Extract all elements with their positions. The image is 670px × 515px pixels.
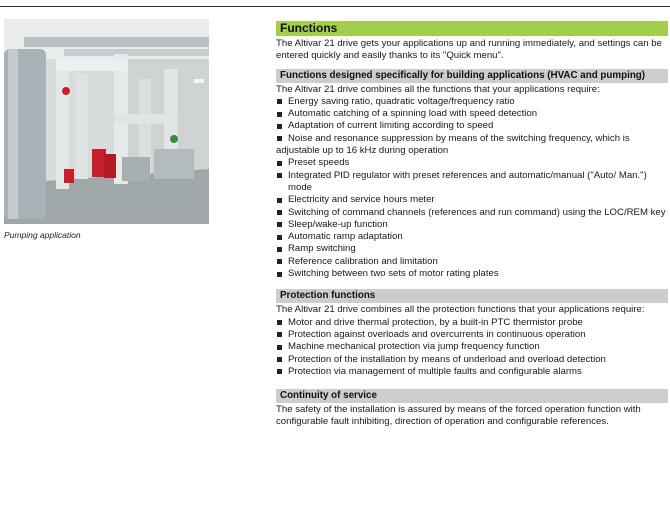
- continuity-section-title: Continuity of service: [276, 389, 668, 403]
- list-item: Protection via management of multiple faults and configurable alarms: [276, 366, 668, 378]
- list-item: Preset speeds: [276, 157, 668, 169]
- functions-intro: The Altivar 21 drive gets your applications up and running immediately, and settings can be entered quickly and easily thanks to its "Quick menu".: [276, 38, 662, 62]
- pumping-application-photo: [4, 19, 209, 224]
- protection-section-title: Protection functions: [276, 289, 668, 303]
- protection-function-list: [276, 317, 668, 378]
- building-intro: The Altivar 21 drive combines all the functions that your applications require:: [276, 83, 600, 95]
- continuity-text: The safety of the installation is assured by means of the forced operation function with configurable fault inhibiting, direction of operation and configurable references.: [276, 404, 641, 428]
- list-item: Noise and resonance suppression by means of the switching frequency, which is adjustable up to 16 kHz during operation: [276, 133, 668, 158]
- building-function-list: [276, 96, 668, 280]
- list-item: Electricity and service hours meter: [276, 194, 668, 206]
- content-column: [276, 21, 668, 429]
- protection-intro: The Altivar 21 drive combines all the protection functions that your applications require:: [276, 304, 645, 316]
- pump-room-illustration: [4, 19, 209, 224]
- list-item: Protection of the installation by means of underload and overload detection: [276, 354, 668, 366]
- list-item: Ramp switching: [276, 243, 668, 255]
- list-item: Integrated PID regulator with preset references and automatic/manual ("Auto/ Man.") mode: [276, 170, 668, 195]
- list-item: Machine mechanical protection via jump frequency function: [276, 341, 668, 353]
- list-item: Adaptation of current limiting according to speed: [276, 120, 668, 132]
- list-item: Protection against overloads and overcurrents in continuous operation: [276, 329, 668, 341]
- building-section-title: Functions designed specifically for building applications (HVAC and pumping): [276, 69, 668, 83]
- list-item: Switching of command channels (references and run command) using the LOC/REM key: [276, 207, 668, 219]
- list-item: Reference calibration and limitation: [276, 256, 668, 268]
- list-item: Automatic ramp adaptation: [276, 231, 668, 243]
- functions-title: Functions: [276, 21, 668, 36]
- list-item: Energy saving ratio, quadratic voltage/frequency ratio: [276, 96, 668, 108]
- top-rule: [0, 6, 670, 7]
- list-item: Switching between two sets of motor rating plates: [276, 268, 668, 280]
- list-item: Automatic catching of a spinning load with speed detection: [276, 108, 668, 120]
- photo-caption: Pumping application: [4, 230, 81, 240]
- list-item: Motor and drive thermal protection, by a built-in PTC thermistor probe: [276, 317, 668, 329]
- list-item: Sleep/wake-up function: [276, 219, 668, 231]
